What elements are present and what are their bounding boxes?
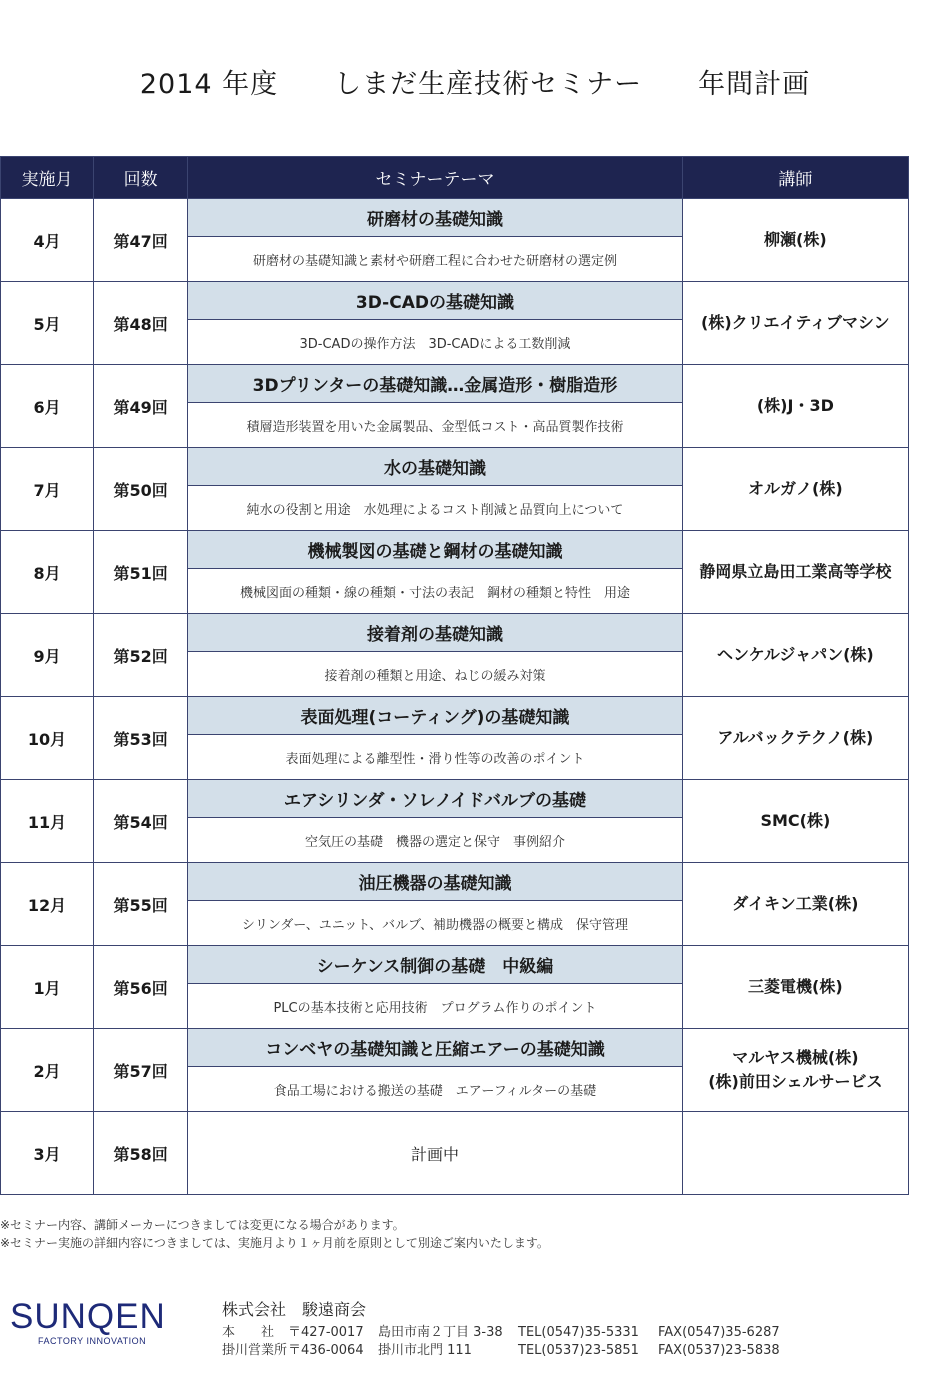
theme-title: 3Dプリンターの基礎知識…金属造形・樹脂造形: [188, 365, 682, 403]
theme-description: 接着剤の種類と用途、ねじの緩み対策: [324, 668, 546, 684]
theme-cell: [188, 1112, 683, 1195]
theme-title: 研磨材の基礎知識: [188, 199, 682, 237]
month-cell: 12月: [1, 863, 94, 946]
theme-cell: [188, 863, 683, 946]
table-row: [1, 614, 909, 697]
theme-title: 計画中: [410, 1144, 459, 1164]
theme-title: コンベヤの基礎知識と圧縮エアーの基礎知識: [188, 1029, 682, 1067]
table-row: [1, 448, 909, 531]
instructor-cell: [682, 365, 908, 448]
theme-cell: [188, 780, 683, 863]
theme-description: 表面処理による離型性・滑り性等の改善のポイント: [285, 751, 585, 767]
theme-title: 油圧機器の基礎知識: [188, 863, 682, 901]
theme-description: 研磨材の基礎知識と素材や研磨工程に合わせた研磨材の選定例: [252, 253, 617, 269]
office-tel: TEL(0547)35-5331: [518, 1325, 639, 1340]
session-number-cell: 第49回: [94, 365, 188, 448]
column-header-instructor: 講師: [682, 157, 908, 199]
office-label: 掛川営業所: [222, 1343, 288, 1358]
theme-cell: [188, 946, 683, 1029]
theme-title: 機械製図の基礎と鋼材の基礎知識: [188, 531, 682, 569]
column-header-theme: セミナーテーマ: [188, 157, 683, 199]
session-number-cell: 第52回: [94, 614, 188, 697]
month-cell: 8月: [1, 531, 94, 614]
theme-cell: [188, 199, 683, 282]
table-row: [1, 531, 909, 614]
office-address-head: [222, 1321, 780, 1340]
month-cell: 5月: [1, 282, 94, 365]
instructor-cell: [682, 448, 908, 531]
company-logo: [10, 1298, 180, 1346]
session-number-cell: 第48回: [94, 282, 188, 365]
notes: [0, 1216, 549, 1252]
theme-title: 表面処理(コーティング)の基礎知識: [188, 697, 682, 735]
office-address-kakegawa: [222, 1339, 780, 1358]
session-number-cell: 第55回: [94, 863, 188, 946]
instructor-cell: [682, 1029, 908, 1112]
theme-cell: [188, 697, 683, 780]
office-fax: FAX(0537)23-5838: [658, 1343, 780, 1358]
theme-description: 純水の役割と用途 水処理によるコスト削減と品質向上について: [246, 502, 624, 518]
theme-description: 機械図面の種類・線の種類・寸法の表記 鋼材の種類と特性 用途: [239, 585, 630, 601]
theme-cell: [188, 1029, 683, 1112]
theme-title: エアシリンダ・ソレノイドバルブの基礎: [188, 780, 682, 818]
theme-title: シーケンス制御の基礎 中級編: [188, 946, 682, 984]
month-cell: 11月: [1, 780, 94, 863]
instructor-name: (株)クリエイティブマシン: [701, 313, 890, 332]
instructor-cell: [682, 863, 908, 946]
theme-description: 食品工場における搬送の基礎 エアーフィルターの基礎: [273, 1083, 597, 1099]
instructor-cell: [682, 614, 908, 697]
column-header-number: 回数: [94, 157, 188, 199]
page-title: 2014 年度 しまだ生産技術セミナー 年間計画: [139, 69, 811, 100]
month-cell: 3月: [1, 1112, 94, 1195]
office-address: 掛川市北門 111: [378, 1343, 472, 1358]
month-cell: 1月: [1, 946, 94, 1029]
instructor-cell: [682, 282, 908, 365]
table-row: [1, 946, 909, 1029]
theme-description: 積層造形装置を用いた金属製品、金型低コスト・高品質製作技術: [246, 419, 624, 435]
table-row: [1, 365, 909, 448]
theme-description: 空気圧の基礎 機器の選定と保守 事例紹介: [304, 834, 565, 850]
month-cell: 4月: [1, 199, 94, 282]
theme-cell: [188, 282, 683, 365]
month-cell: 6月: [1, 365, 94, 448]
instructor-cell: [682, 1112, 908, 1195]
session-number-cell: 第51回: [94, 531, 188, 614]
session-number-cell: 第53回: [94, 697, 188, 780]
table-row: [1, 1112, 909, 1195]
theme-cell: [188, 531, 683, 614]
session-number-cell: 第54回: [94, 780, 188, 863]
note-line: ※セミナー内容、講師メーカーにつきましては変更になる場合があります。: [0, 1218, 405, 1232]
instructor-name: アルバックテクノ(株): [717, 728, 874, 747]
seminar-schedule-table: [0, 156, 909, 1195]
office-fax: FAX(0547)35-6287: [658, 1325, 780, 1340]
theme-cell: [188, 365, 683, 448]
instructor-cell: [682, 531, 908, 614]
instructor-cell: [682, 199, 908, 282]
month-cell: 2月: [1, 1029, 94, 1112]
instructor-name: マルヤス機械(株): [732, 1048, 859, 1067]
office-tel: TEL(0537)23-5851: [518, 1343, 639, 1358]
month-cell: 7月: [1, 448, 94, 531]
logo-tagline: FACTORY INNOVATION: [38, 1336, 147, 1346]
instructor-name: (株)前田シェルサービス: [708, 1072, 883, 1091]
session-number-cell: 第50回: [94, 448, 188, 531]
instructor-name: 静岡県立島田工業高等学校: [699, 562, 892, 581]
instructor-cell: [682, 780, 908, 863]
table-row: [1, 780, 909, 863]
instructor-name: ダイキン工業(株): [732, 894, 859, 913]
instructor-name: オルガノ(株): [748, 479, 843, 498]
table-row: [1, 199, 909, 282]
table-header-row: [1, 157, 909, 199]
company-name: 株式会社 駿遠商会: [222, 1300, 367, 1319]
theme-description: シリンダー、ユニット、バルブ、補助機器の概要と構成 保守管理: [241, 917, 629, 933]
instructor-name: SMC(株): [760, 811, 831, 830]
logo-wordmark: SUNQEN: [10, 1297, 166, 1336]
theme-cell: [188, 614, 683, 697]
session-number-cell: 第57回: [94, 1029, 188, 1112]
theme-title: 3D-CADの基礎知識: [188, 282, 682, 320]
column-header-month: 実施月: [1, 157, 94, 199]
theme-title: 接着剤の基礎知識: [188, 614, 682, 652]
theme-description: PLCの基本技術と応用技術 プログラム作りのポイント: [273, 1000, 597, 1016]
table-row: [1, 863, 909, 946]
theme-cell: [188, 448, 683, 531]
table-row: [1, 282, 909, 365]
instructor-cell: [682, 946, 908, 1029]
session-number-cell: 第58回: [94, 1112, 188, 1195]
theme-title: 水の基礎知識: [188, 448, 682, 486]
table-row: [1, 1029, 909, 1112]
instructor-name: 三菱電機(株): [748, 977, 843, 996]
instructor-name: (株)J・3D: [756, 396, 834, 415]
month-cell: 10月: [1, 697, 94, 780]
month-cell: 9月: [1, 614, 94, 697]
theme-description: 3D-CADの操作方法 3D-CADによる工数削減: [299, 336, 571, 352]
table-row: [1, 697, 909, 780]
instructor-cell: [682, 697, 908, 780]
instructor-name: 柳瀬(株): [764, 230, 827, 249]
session-number-cell: 第47回: [94, 199, 188, 282]
instructor-name: ヘンケルジャパン(株): [716, 645, 874, 664]
office-label: 本 社: [222, 1325, 275, 1340]
session-number-cell: 第56回: [94, 946, 188, 1029]
note-line: ※セミナー実施の詳細内容につきましては、実施月より１ヶ月前を原則として別途ご案内いたします。: [0, 1236, 549, 1250]
office-zip: 〒427-0017: [288, 1325, 364, 1340]
office-zip: 〒436-0064: [288, 1343, 364, 1358]
office-address: 島田市南２丁目 3-38: [378, 1325, 503, 1340]
